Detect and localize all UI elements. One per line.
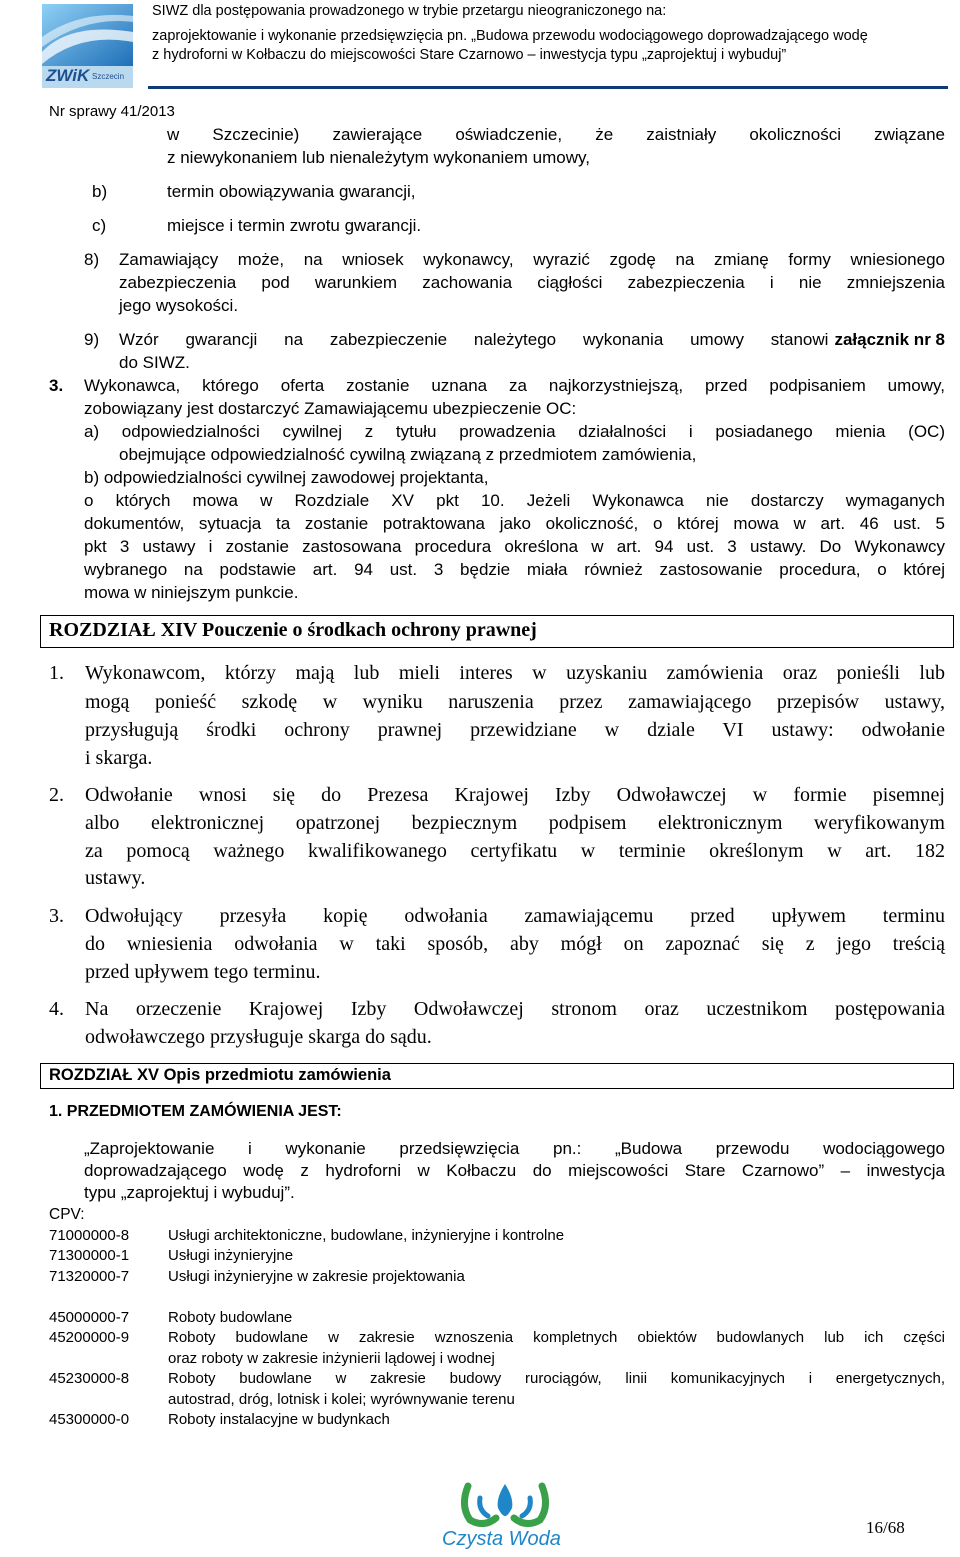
section-3-para-line-5: mowa w niniejszym punkcie.	[84, 583, 299, 602]
point-9-text: Wzór gwarancji na zabezpieczenie należytego wykonania umowy stanowi	[119, 330, 829, 349]
ch14-item-3-line-2: do wniesienia odwołania w taki sposób, aby mógł on zapoznać się z jego treścią	[85, 933, 945, 955]
intro-line-2: z niewykonaniem lub nienależytym wykonaniem umowy,	[167, 148, 590, 167]
ch14-item-3-line-3: przed upływem tego terminu.	[85, 961, 321, 983]
section-3-item-a-line-2: obejmujące odpowiedzialność cywilną związaną z przedmiotem zamówienia,	[119, 445, 697, 464]
logo-text: ZWiK	[46, 66, 90, 85]
cpv-code: 45200000-9	[49, 1329, 130, 1346]
section-3-para-line-2: dokumentów, sytuacja ta zostanie potraktowana jako okoliczność, o której mowa w art. 46 ust. 5	[84, 514, 945, 533]
subject-desc-line-2: doprowadzającego wodę z hydroforni w Kołbaczu do miejscowości Stare Czarnowo” – inwestycja	[84, 1161, 945, 1180]
ch14-item-1-line-1: Wykonawcom, którzy mają lub mieli interes w uzyskaniu zamówienia oraz ponieśli lub	[85, 662, 945, 684]
cpv-label: CPV:	[49, 1206, 85, 1223]
cpv-code: 71000000-8	[49, 1227, 130, 1244]
chapter-15-subtitle: 1. PRZEDMIOTEM ZAMÓWIENIA JEST:	[49, 1103, 342, 1120]
ch14-item-2-line-3: za pomocą ważnego kwalifikowanego certyfikatu w terminie określonym w art. 182	[85, 840, 945, 862]
cpv-description: Roboty budowlane w zakresie budowy rurociągów, linii komunikacyjnych i energetycznych,	[168, 1370, 945, 1387]
ch14-item-2-line-2: albo elektronicznej opatrzonej bezpiecznym podpisem elektronicznym weryfikowanym	[85, 812, 945, 834]
header-title-line-1: SIWZ dla postępowania prowadzonego w trybie przetargu nieograniczonego na:	[152, 3, 667, 19]
ch14-item-4-line-1: Na orzeczenie Krajowej Izby Odwoławczej stronom oraz uczestnikom postępowania	[85, 998, 945, 1020]
item-b-letter: b)	[92, 182, 108, 201]
header-title-line-2: zaprojektowanie i wykonanie przedsięwzięcia pn. „Budowa przewodu wodociągowego doprowadzającego wodę	[152, 28, 868, 44]
cpv-code: 45300000-0	[49, 1411, 130, 1428]
cpv-description-continued: autostrad, dróg, lotnisk i kolei; wyrównywanie terenu	[168, 1391, 515, 1408]
point-9-line-2: do SIWZ.	[119, 353, 190, 372]
ch14-item-1-line-3: przysługują środki ochrony prawnej przewidziane w dziale VI ustawy: odwołanie	[85, 719, 945, 741]
page-number: 16/68	[866, 1518, 905, 1537]
zwik-logo	[40, 2, 135, 90]
cpv-code: 45230000-8	[49, 1370, 130, 1387]
cpv-description: Roboty instalacyjne w budynkach	[168, 1411, 390, 1428]
intro-line-1: w Szczecinie) zawierające oświadczenie, że zaistniały okoliczności związane	[167, 125, 945, 144]
section-3-para-line-3: pkt 3 ustawy i zostanie zastosowana procedura określona w art. 94 ust. 3 ustawy. Do Wykonawcy	[84, 537, 945, 556]
chapter-14-heading-box	[40, 615, 954, 648]
cpv-description: Roboty budowlane w zakresie wznoszenia kompletnych obiektów budowlanych lub ich części	[168, 1329, 945, 1346]
section-3-number: 3.	[49, 376, 64, 395]
section-3-item-a-line-1: a) odpowiedzialności cywilnej z tytułu prowadzenia działalności i posiadanego mienia (OC)	[84, 422, 945, 441]
ch14-item-1-number: 1.	[49, 662, 64, 684]
header-divider	[148, 86, 948, 89]
chapter-15-title: ROZDZIAŁ XV Opis przedmiotu zamówienia	[49, 1066, 391, 1084]
section-3-line-2: zobowiązany jest dostarczyć Zamawiającemu ubezpieczenie OC:	[84, 399, 577, 418]
ch14-item-2-line-1: Odwołanie wnosi się do Prezesa Krajowej Izby Odwoławczej w formie pisemnej	[85, 784, 945, 806]
cpv-code: 71320000-7	[49, 1268, 130, 1285]
subject-desc-line-1: „Zaprojektowanie i wykonanie przedsięwzięcia pn.: „Budowa przewodu wodociągowego	[84, 1139, 945, 1158]
czysta-woda-logo	[440, 1478, 570, 1553]
ch14-item-3-line-1: Odwołujący przesyła kopię odwołania zamawiającemu przed upływem terminu	[85, 905, 945, 927]
header-title-line-3: z hydroforni w Kołbaczu do miejscowości Stare Czarnowo – inwestycja typu „zaprojektuj i wybuduj”	[152, 47, 787, 63]
item-b-text: termin obowiązywania gwarancji,	[167, 182, 416, 201]
chapter-14-title: ROZDZIAŁ XIV Pouczenie o środkach ochrony prawnej	[49, 619, 537, 641]
cpv-code: 71300000-1	[49, 1247, 130, 1264]
point-9-number: 9)	[84, 330, 100, 349]
section-3-para-line-4: wybranego na podstawie art. 94 ust. 3 będzie miała również zastosowanie procedura, o której	[84, 560, 945, 579]
ch14-item-3-number: 3.	[49, 905, 64, 927]
cpv-description: Usługi inżynieryjne w zakresie projektowania	[168, 1268, 465, 1285]
point-8-line-2: zabezpieczenia pod warunkiem zachowania ciągłości zabezpieczenia i nie zmniejszenia	[119, 273, 945, 292]
item-c-text: miejsce i termin zwrotu gwarancji.	[167, 216, 422, 235]
section-3-para-line-1: o których mowa w Rozdziale XV pkt 10. Jeżeli Wykonawca nie dostarczy wymaganych	[84, 491, 945, 510]
section-3-line-1: Wykonawca, którego oferta zostanie uznana za najkorzystniejszą, przed podpisaniem umowy,	[84, 376, 945, 395]
item-c-letter: c)	[92, 216, 107, 235]
ch14-item-2-line-4: ustawy.	[85, 867, 146, 889]
point-8-line-3: jego wysokości.	[119, 296, 239, 315]
logo-subtext: Szczecin	[92, 72, 125, 81]
subject-desc-line-3: typu „zaprojektuj i wybuduj”.	[84, 1183, 295, 1202]
point-8-number: 8)	[84, 250, 100, 269]
chapter-15-heading-box	[40, 1063, 954, 1089]
ch14-item-4-line-2: odwoławczego przysługuje skarga do sądu.	[85, 1026, 432, 1048]
ch14-item-1-line-4: i skarga.	[85, 747, 153, 769]
ch14-item-4-number: 4.	[49, 998, 64, 1020]
ch14-item-2-number: 2.	[49, 784, 64, 806]
cpv-description-continued: oraz roboty w zakresie inżynierii lądowej i wodnej	[168, 1350, 495, 1367]
footer-logo-text: Czysta Woda	[442, 1528, 561, 1550]
water-drop-logo-icon	[440, 1478, 570, 1530]
cpv-description: Usługi inżynieryjne	[168, 1247, 294, 1264]
cpv-code: 45000000-7	[49, 1309, 130, 1326]
attachment-reference: załącznik nr 8	[834, 330, 945, 349]
point-9-line-1	[119, 330, 945, 350]
case-number: Nr sprawy 41/2013	[49, 103, 175, 120]
page-header	[0, 0, 960, 92]
ch14-item-1-line-2: mogą ponieść szkodę w wyniku naruszenia przez zamawiającego przepisów ustawy,	[85, 691, 945, 713]
cpv-description: Usługi architektoniczne, budowlane, inżynieryjne i kontrolne	[168, 1227, 565, 1244]
cpv-description: Roboty budowlane	[168, 1309, 293, 1326]
section-3-item-b: b) odpowiedzialności cywilnej zawodowej projektanta,	[84, 468, 489, 487]
point-8-line-1: Zamawiający może, na wniosek wykonawcy, wyrazić zgodę na zmianę formy wniesionego	[119, 250, 945, 269]
